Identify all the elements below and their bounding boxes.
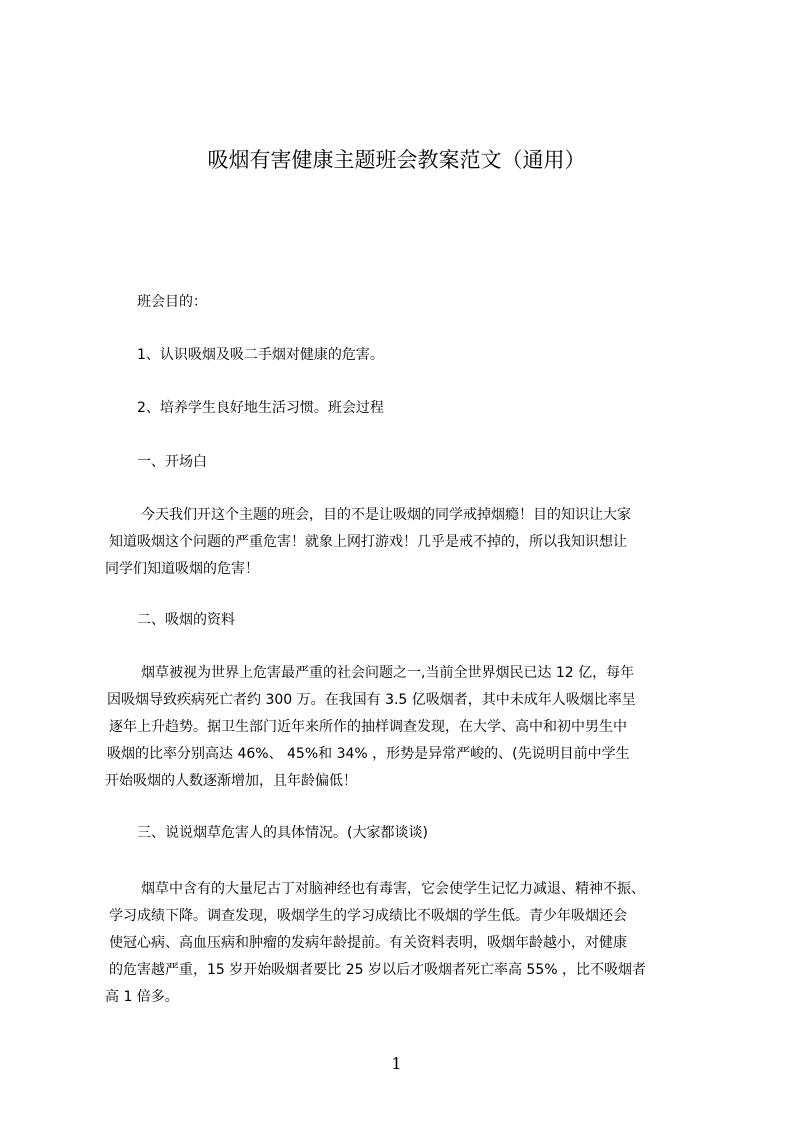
section-2-heading: 二、吸烟的资料 — [137, 612, 235, 628]
section-3-heading: 三、说说烟草危害人的具体情况。(大家都谈谈) — [137, 825, 428, 841]
paragraph-line: 今天我们开这个主题的班会，目的不是让吸烟的同学戒掉烟瘾！目的知识让大家 — [141, 507, 631, 523]
purpose-item-2: 2、培养学生良好地生活习惯。班会过程 — [137, 400, 384, 416]
purpose-heading: 班会目的： — [137, 294, 207, 310]
paragraph-line: 吸烟的比率分别高达 46%、 45%和 34% ，形势是异常严峻的、(先说明目前中学生 — [107, 746, 630, 762]
paragraph-line: 知道吸烟这个问题的严重危害！就象上网打游戏！几乎是戒不掉的，所以我知识想让 — [109, 534, 627, 550]
section-1-paragraph — [105, 502, 705, 583]
paragraph-line: 因吸烟导致疾病死亡者约 300 万。在我国有 3.5 亿吸烟者，其中未成年人吸烟比率呈 — [107, 692, 636, 708]
paragraph-line: 使冠心病、高血压病和肿瘤的发病年龄提前。有关资料表明，吸烟年龄越小，对健康 — [109, 935, 627, 951]
section-2-paragraph — [105, 660, 705, 795]
paragraph-line: 逐年上升趋势。据卫生部门近年来所作的抽样调查发现，在大学、高中和初中男生中 — [109, 719, 627, 735]
page-number: 1 — [391, 1054, 402, 1073]
paragraph-line: 学习成绩下降。调查发现，吸烟学生的学习成绩比不吸烟的学生低。青少年吸烟还会 — [109, 908, 627, 924]
paragraph-line: 的危害越严重，15 岁开始吸烟者要比 25 岁以后才吸烟者死亡率高 55% ，比不吸烟者 — [109, 962, 646, 978]
section-3-paragraph — [105, 876, 705, 1011]
purpose-item-1: 1、认识吸烟及吸二手烟对健康的危害。 — [137, 347, 384, 363]
paragraph-line: 高 1 倍多。 — [105, 989, 179, 1005]
paragraph-line: 开始吸烟的人数逐渐增加，且年龄偏低！ — [105, 773, 357, 789]
paragraph-line: 烟草被视为世界上危害最严重的社会问题之一,当前全世界烟民已达 12 亿，每年 — [141, 665, 635, 681]
section-1-heading: 一、开场白 — [137, 454, 207, 470]
paragraph-line: 烟草中含有的大量尼古丁对脑神经也有毒害，它会使学生记忆力减退、精神不振、 — [141, 881, 645, 897]
paragraph-line: 同学们知道吸烟的危害！ — [105, 561, 259, 577]
document-title: 吸烟有害健康主题班会教案范文（通用） — [207, 148, 586, 172]
